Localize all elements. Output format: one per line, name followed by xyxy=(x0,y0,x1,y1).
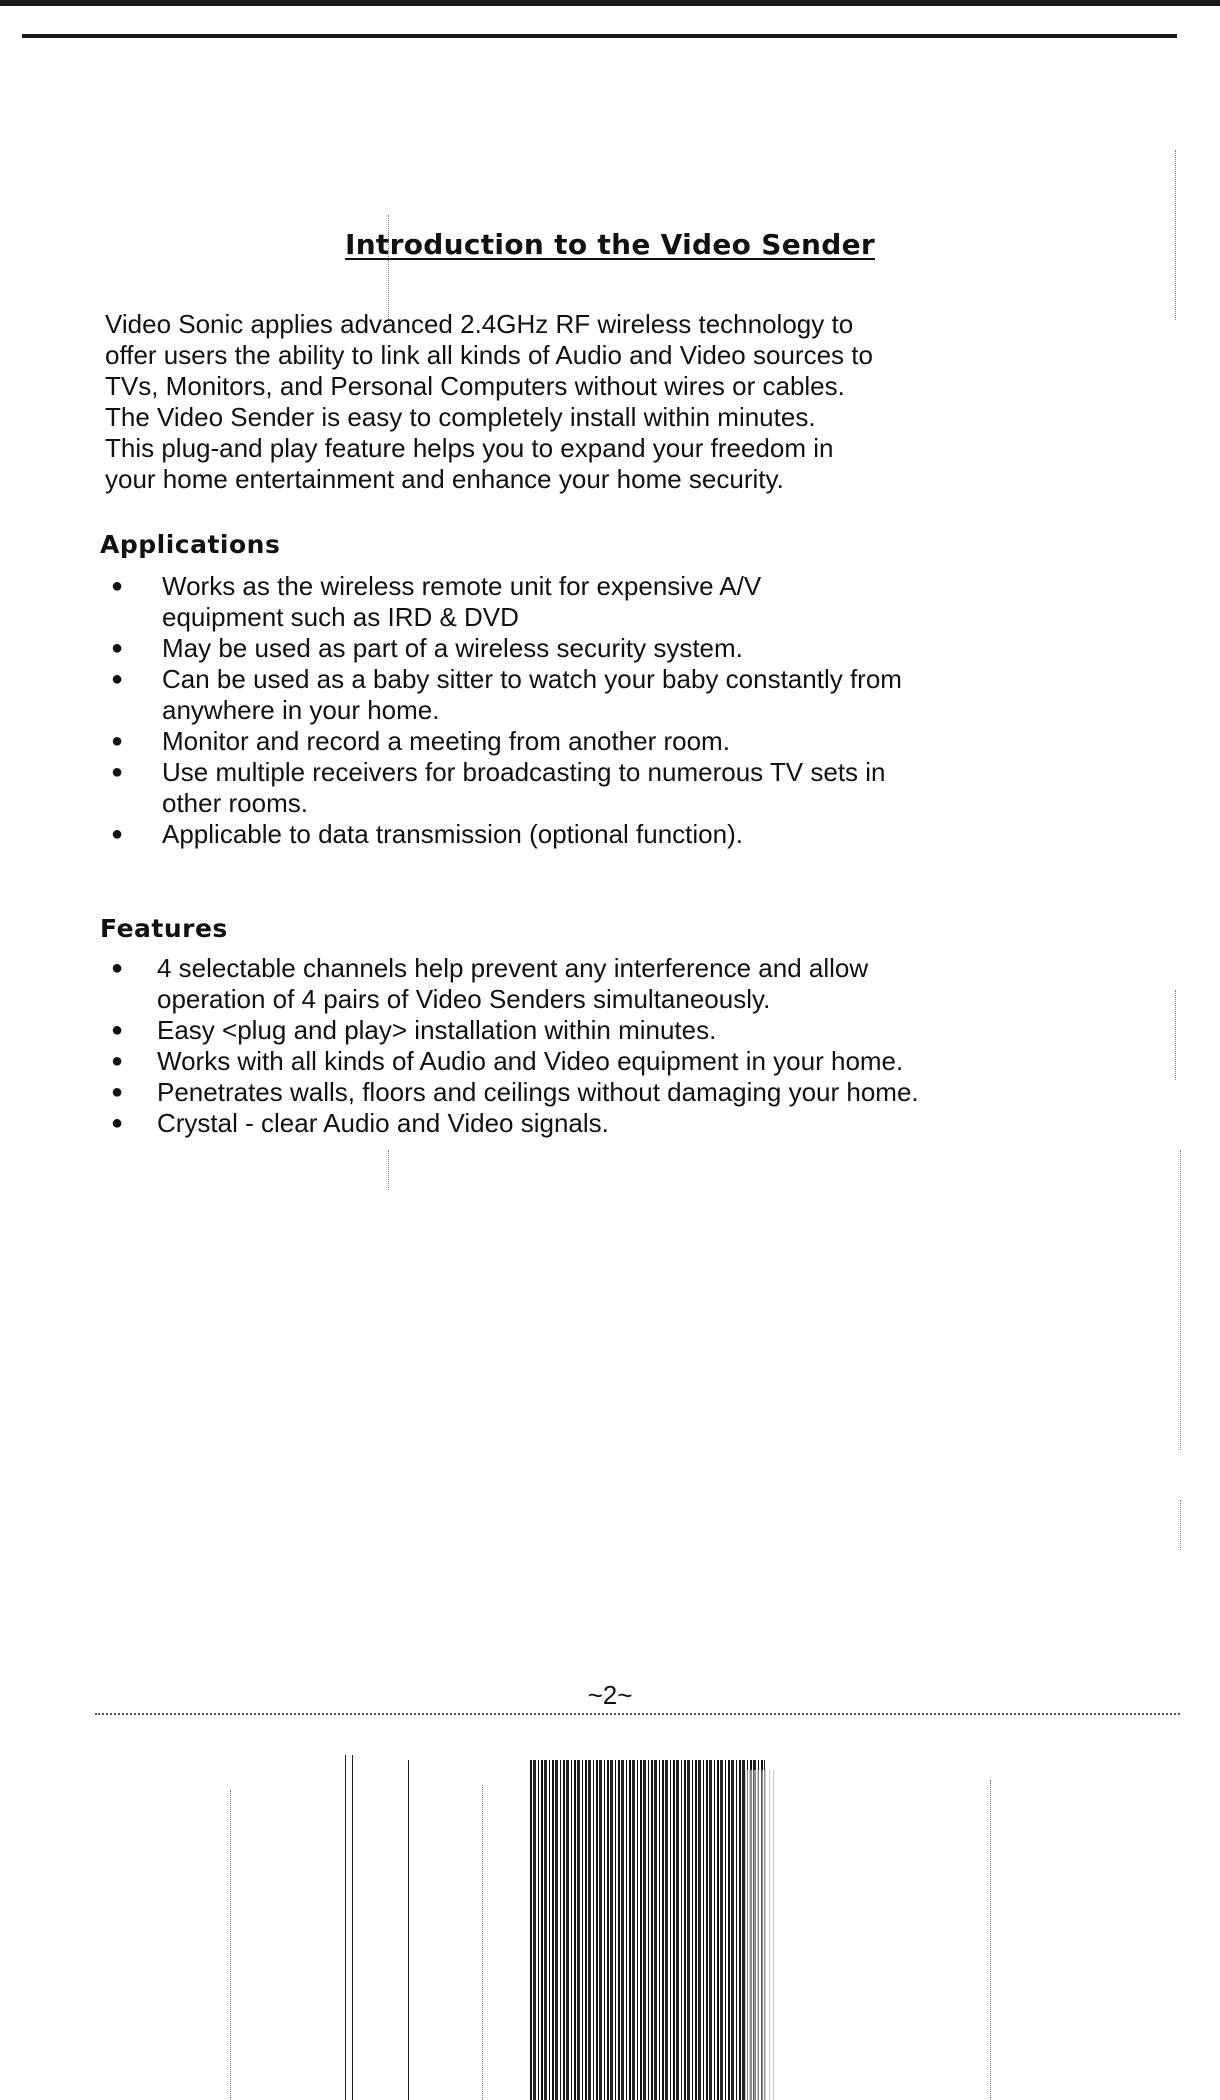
scan-artifact xyxy=(1180,1150,1181,1450)
list-item-line: May be used as part of a wireless security system. xyxy=(162,633,743,663)
scan-artifact xyxy=(1175,990,1176,1080)
list-item-line: Applicable to data transmission (optional function). xyxy=(162,819,743,849)
bullet-icon: ● xyxy=(111,1019,124,1041)
list-item-line: other rooms. xyxy=(162,788,308,818)
features-heading: Features xyxy=(100,914,228,943)
list-item-line: 4 selectable channels help prevent any interference and allow xyxy=(157,953,869,983)
bullet-icon: ● xyxy=(111,761,124,783)
list-item-line: Use multiple receivers for broadcasting to numerous TV sets in xyxy=(162,757,886,787)
page-footer-rule xyxy=(95,1713,1180,1719)
intro-line: your home entertainment and enhance your home security. xyxy=(105,464,784,494)
bullet-icon: ● xyxy=(111,823,124,845)
list-item-line: Penetrates walls, floors and ceilings without damaging your home. xyxy=(157,1077,919,1107)
scan-artifact xyxy=(990,1780,991,2100)
intro-paragraph xyxy=(105,309,1055,495)
bullet-icon: ● xyxy=(111,1081,124,1103)
scan-artifact xyxy=(352,1755,353,2100)
list-item xyxy=(110,1046,1070,1077)
bullet-icon: ● xyxy=(111,1112,124,1134)
intro-line: The Video Sender is easy to completely install within minutes. xyxy=(105,402,816,432)
intro-line: TVs, Monitors, and Personal Computers without wires or cables. xyxy=(105,371,845,401)
intro-line: offer users the ability to link all kinds of Audio and Video sources to xyxy=(105,340,873,370)
intro-line: This plug-and play feature helps you to expand your freedom in xyxy=(105,433,834,463)
scan-artifact xyxy=(1180,1500,1181,1550)
bullet-icon: ● xyxy=(111,637,124,659)
bullet-icon: ● xyxy=(111,668,124,690)
scan-artifact xyxy=(408,1760,409,2100)
list-item xyxy=(110,757,1070,819)
page-number: ~2~ xyxy=(587,1680,633,1710)
scan-barcode-artifact xyxy=(530,1760,765,2100)
bullet-icon: ● xyxy=(111,730,124,752)
applications-heading: Applications xyxy=(100,530,281,559)
applications-list xyxy=(110,571,1070,850)
list-item xyxy=(110,664,1070,726)
list-item-line: Crystal - clear Audio and Video signals. xyxy=(157,1108,609,1138)
page-title: Introduction to the Video Sender xyxy=(344,228,875,261)
list-item-line: Works as the wireless remote unit for expensive A/V xyxy=(162,571,762,601)
list-item-line: Works with all kinds of Audio and Video equipment in your home. xyxy=(157,1046,904,1076)
bullet-icon: ● xyxy=(111,957,124,979)
bullet-icon: ● xyxy=(111,1050,124,1072)
features-list xyxy=(110,953,1070,1139)
scan-artifact xyxy=(230,1790,231,2100)
list-item-line: Monitor and record a meeting from another room. xyxy=(162,726,730,756)
top-border-rule xyxy=(0,0,1220,6)
scan-artifact xyxy=(745,1770,775,2100)
list-item-line: equipment such as IRD & DVD xyxy=(162,602,519,632)
list-item xyxy=(110,819,1070,850)
list-item xyxy=(110,633,1070,664)
scan-artifact xyxy=(345,1755,346,2100)
list-item xyxy=(110,1015,1070,1046)
list-item xyxy=(110,1108,1070,1139)
header-rule xyxy=(22,34,1177,38)
list-item-line: Can be used as a baby sitter to watch your baby constantly from xyxy=(162,664,902,694)
list-item xyxy=(110,1077,1070,1108)
list-item xyxy=(110,571,1070,633)
scan-artifact xyxy=(388,1150,389,1190)
list-item-line: anywhere in your home. xyxy=(162,695,440,725)
list-item-line: operation of 4 pairs of Video Senders simultaneously. xyxy=(157,984,771,1014)
bullet-icon: ● xyxy=(111,575,124,597)
list-item xyxy=(110,953,1070,1015)
scan-artifact xyxy=(482,1785,483,2100)
intro-line: Video Sonic applies advanced 2.4GHz RF wireless technology to xyxy=(105,309,854,339)
list-item xyxy=(110,726,1070,757)
list-item-line: Easy <plug and play> installation within minutes. xyxy=(157,1015,717,1045)
